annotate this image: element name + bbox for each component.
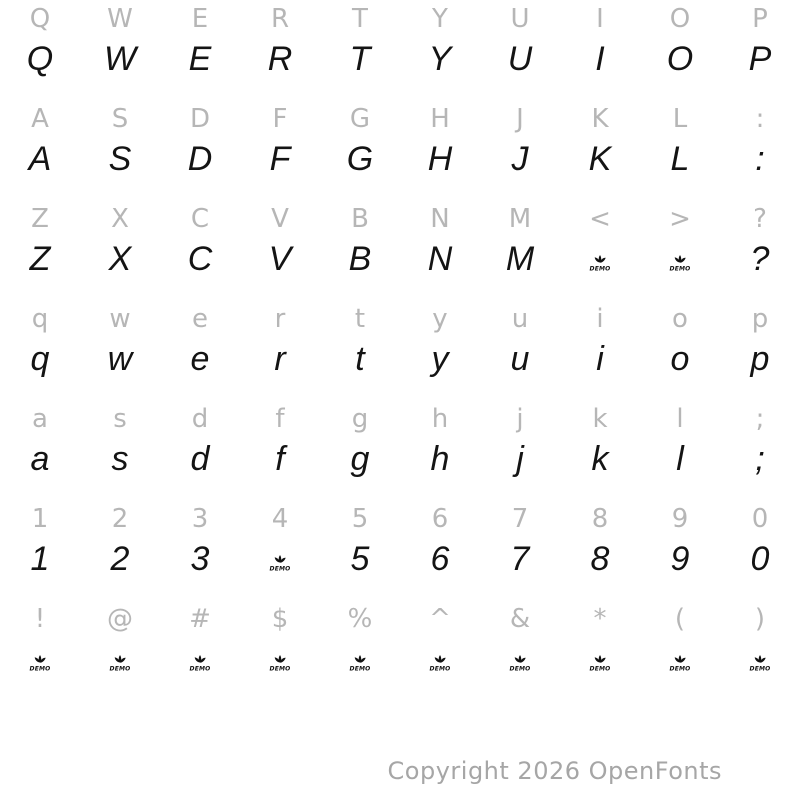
reference-char: 5 (351, 504, 369, 534)
reference-char: V (271, 204, 289, 234)
demo-fleuron-icon (508, 651, 532, 672)
char-row-block (0, 300, 800, 400)
glyph-char: : (755, 140, 765, 178)
reference-char: ) (754, 604, 766, 634)
glyph-char: 7 (510, 540, 530, 578)
reference-char: O (669, 4, 691, 34)
reference-char: f (275, 404, 285, 434)
glyph-char: g (350, 440, 370, 478)
glyph-char: u (510, 340, 530, 378)
reference-char: % (347, 604, 373, 634)
glyph-char: B (348, 240, 372, 278)
reference-char: p (751, 304, 769, 334)
demo-fleuron-icon (668, 651, 692, 672)
glyph-char: K (588, 140, 612, 178)
demo-glyph (560, 636, 640, 682)
glyph-char: S (108, 140, 132, 178)
reference-char: y (432, 304, 448, 334)
glyph-row (0, 436, 800, 482)
reference-char: 0 (751, 504, 769, 534)
reference-char: 2 (111, 504, 129, 534)
glyph-char: F (269, 140, 291, 178)
glyph-char: l (676, 440, 684, 478)
demo-fleuron-icon (348, 651, 372, 672)
glyph-char: t (355, 340, 365, 378)
reference-row (0, 604, 800, 634)
reference-char: C (190, 204, 210, 234)
glyph-row (0, 536, 800, 582)
svg-text:DEMO: DEMO (509, 665, 531, 672)
demo-fleuron-icon (668, 251, 692, 272)
svg-text:DEMO: DEMO (269, 665, 291, 672)
char-row-block (0, 600, 800, 700)
reference-char: e (192, 304, 208, 334)
glyph-char: e (190, 340, 210, 378)
reference-char: F (272, 104, 288, 134)
reference-char: T (352, 4, 368, 34)
demo-glyph (0, 636, 80, 682)
glyph-char: R (267, 40, 293, 78)
glyph-char: D (187, 140, 213, 178)
reference-char: # (189, 604, 211, 634)
reference-char: 4 (271, 504, 289, 534)
glyph-char: 8 (590, 540, 610, 578)
reference-char: ( (674, 604, 686, 634)
glyph-char: J (511, 140, 529, 178)
glyph-char: h (430, 440, 450, 478)
glyph-char: 6 (430, 540, 450, 578)
svg-text:DEMO: DEMO (669, 665, 691, 672)
reference-char: D (189, 104, 211, 134)
glyph-char: s (111, 440, 129, 478)
reference-char: Q (29, 4, 51, 34)
demo-fleuron-icon (108, 651, 132, 672)
svg-text:DEMO: DEMO (269, 565, 291, 572)
glyph-char: X (108, 240, 132, 278)
demo-glyph (640, 236, 720, 282)
reference-char: r (274, 304, 286, 334)
char-row-block (0, 500, 800, 600)
demo-glyph (400, 636, 480, 682)
reference-char: h (431, 404, 449, 434)
reference-char: ; (755, 404, 765, 434)
reference-char: a (32, 404, 48, 434)
glyph-row (0, 236, 800, 282)
reference-char: i (596, 304, 604, 334)
glyph-char: 2 (110, 540, 130, 578)
reference-char: P (752, 4, 768, 34)
reference-char: S (111, 104, 129, 134)
reference-row (0, 204, 800, 234)
reference-char: K (591, 104, 609, 134)
reference-char: @ (107, 604, 133, 634)
reference-row (0, 104, 800, 134)
glyph-row (0, 336, 800, 382)
glyph-char: M (505, 240, 535, 278)
reference-char: l (676, 404, 684, 434)
svg-text:DEMO: DEMO (669, 265, 691, 272)
glyph-char: E (188, 40, 212, 78)
char-row-block (0, 200, 800, 300)
glyph-char: Y (428, 40, 452, 78)
reference-char: $ (271, 604, 289, 634)
reference-char: t (354, 304, 366, 334)
reference-char: j (516, 404, 524, 434)
reference-char: N (430, 204, 450, 234)
reference-row (0, 304, 800, 334)
glyph-char: p (750, 340, 770, 378)
demo-glyph (480, 636, 560, 682)
demo-glyph (720, 636, 800, 682)
reference-char: B (351, 204, 369, 234)
svg-text:DEMO: DEMO (589, 265, 611, 272)
reference-char: > (669, 204, 691, 234)
svg-text:DEMO: DEMO (749, 665, 771, 672)
glyph-char: C (187, 240, 213, 278)
demo-fleuron-icon (588, 251, 612, 272)
demo-glyph (640, 636, 720, 682)
glyph-char: j (516, 440, 524, 478)
svg-text:DEMO: DEMO (189, 665, 211, 672)
demo-glyph (160, 636, 240, 682)
reference-row (0, 4, 800, 34)
demo-fleuron-icon (188, 651, 212, 672)
demo-glyph (560, 236, 640, 282)
glyph-char: y (431, 340, 449, 378)
reference-char: 9 (671, 504, 689, 534)
demo-fleuron-icon (588, 651, 612, 672)
glyph-char: I (595, 40, 605, 78)
glyph-char: o (670, 340, 690, 378)
reference-char: L (672, 104, 688, 134)
reference-char: k (592, 404, 608, 434)
demo-fleuron-icon (28, 651, 52, 672)
reference-char: g (351, 404, 369, 434)
glyph-char: G (346, 140, 374, 178)
reference-char: ! (34, 604, 46, 634)
reference-char: * (593, 604, 607, 634)
reference-char: s (113, 404, 127, 434)
reference-char: H (430, 104, 450, 134)
reference-char: ^ (429, 604, 451, 634)
glyph-char: q (30, 340, 50, 378)
reference-char: 7 (511, 504, 529, 534)
reference-char: Z (31, 204, 49, 234)
reference-char: w (109, 304, 131, 334)
glyph-char: ; (755, 440, 765, 478)
glyph-char: ? (750, 240, 770, 278)
demo-glyph (80, 636, 160, 682)
glyph-char: Z (29, 240, 51, 278)
glyph-char: A (28, 140, 52, 178)
glyph-row (0, 36, 800, 82)
glyph-char: O (666, 40, 694, 78)
reference-char: d (191, 404, 209, 434)
reference-char: E (191, 4, 209, 34)
demo-fleuron-icon (428, 651, 452, 672)
reference-char: R (270, 4, 290, 34)
demo-fleuron-icon (748, 651, 772, 672)
copyright-text: Copyright 2026 OpenFonts (387, 757, 722, 785)
reference-char: A (31, 104, 49, 134)
glyph-char: a (30, 440, 50, 478)
reference-char: 1 (31, 504, 49, 534)
glyph-char: 1 (30, 540, 50, 578)
reference-char: u (511, 304, 529, 334)
glyph-char: V (268, 240, 292, 278)
demo-glyph (240, 636, 320, 682)
reference-char: ? (753, 204, 767, 234)
svg-text:DEMO: DEMO (109, 665, 131, 672)
reference-char: U (510, 4, 530, 34)
glyph-char: d (190, 440, 210, 478)
reference-char: : (755, 104, 765, 134)
svg-text:DEMO: DEMO (29, 665, 51, 672)
glyph-char: w (107, 340, 133, 378)
demo-fleuron-icon (268, 651, 292, 672)
glyph-char: r (274, 340, 286, 378)
reference-char: M (508, 204, 532, 234)
glyph-char: k (591, 440, 609, 478)
glyph-char: 5 (350, 540, 370, 578)
reference-char: o (672, 304, 688, 334)
reference-char: 8 (591, 504, 609, 534)
glyph-row (0, 136, 800, 182)
glyph-row (0, 636, 800, 682)
glyph-char: U (507, 40, 533, 78)
reference-char: W (107, 4, 133, 34)
reference-row (0, 404, 800, 434)
reference-char: < (589, 204, 611, 234)
reference-char: 6 (431, 504, 449, 534)
glyph-char: 3 (190, 540, 210, 578)
demo-glyph (240, 536, 320, 582)
glyph-char: H (427, 140, 453, 178)
glyph-char: i (596, 340, 604, 378)
reference-char: q (31, 304, 49, 334)
char-row-block (0, 100, 800, 200)
demo-fleuron-icon (268, 551, 292, 572)
reference-char: 3 (191, 504, 209, 534)
svg-text:DEMO: DEMO (349, 665, 371, 672)
glyph-char: P (748, 40, 772, 78)
glyph-char: W (103, 40, 137, 78)
svg-text:DEMO: DEMO (429, 665, 451, 672)
reference-char: Y (432, 4, 448, 34)
reference-char: & (509, 604, 531, 634)
glyph-char: L (670, 140, 690, 178)
glyph-char: Q (26, 40, 54, 78)
glyph-char: f (275, 440, 285, 478)
char-row-block (0, 400, 800, 500)
glyph-char: T (349, 40, 371, 78)
glyph-char: N (427, 240, 453, 278)
glyph-char: 9 (670, 540, 690, 578)
glyph-char: 0 (750, 540, 770, 578)
reference-char: J (516, 104, 524, 134)
reference-char: I (596, 4, 604, 34)
demo-glyph (320, 636, 400, 682)
reference-row (0, 504, 800, 534)
svg-text:DEMO: DEMO (589, 665, 611, 672)
reference-char: G (349, 104, 371, 134)
reference-char: X (111, 204, 129, 234)
char-row-block (0, 0, 800, 100)
